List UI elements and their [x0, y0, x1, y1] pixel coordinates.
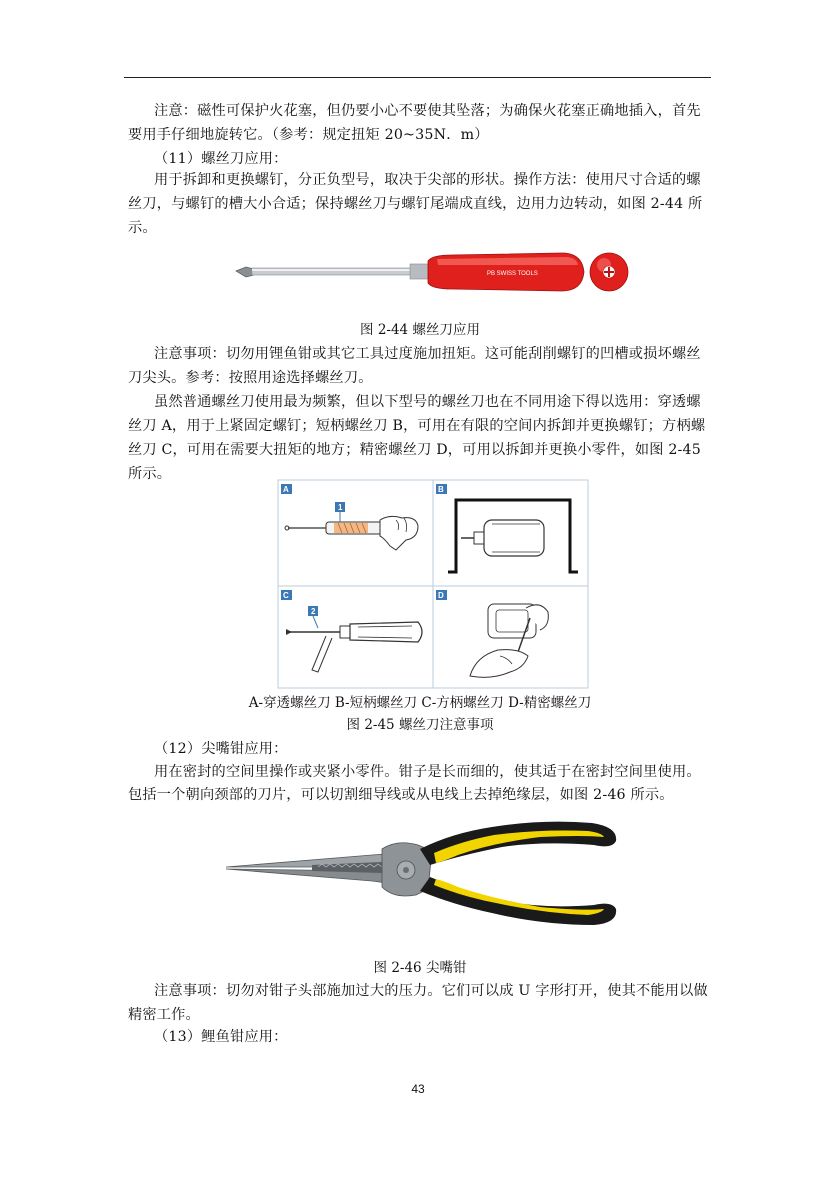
para5-line1: 用在密封的空间里操作或夹紧小零件。钳子是长而细的，使其适于在密封空间里使用。 — [154, 764, 701, 780]
para4-line1: 虽然普通螺丝刀使用最为频繁，但以下型号的螺丝刀也在不同用途下得以选用：穿透螺 — [154, 394, 701, 410]
section-13-heading: （13）鲤鱼钳应用： — [154, 1029, 288, 1045]
figure-2-44-screwdriver — [232, 245, 652, 305]
section-11-heading: （11）螺丝刀应用： — [154, 151, 288, 167]
screwdriver-tip — [236, 267, 254, 277]
page-number: 43 — [411, 1082, 425, 1096]
figure-2-45-caption: 图 2-45 螺丝刀注意事项 — [346, 717, 494, 733]
figure-2-45-panels — [278, 480, 588, 688]
para2-line1: 用于拆卸和更换螺钉，分正负型号，取决于尖部的形状。操作方法：使用尺寸合适的螺 — [154, 172, 701, 188]
para5-line2: 包括一个朝向颈部的刀片，可以切割细导线或从电线上去掉绝缘层，如图 2-46 所示。 — [128, 787, 674, 803]
para1-line1: 注意：磁性可保护火花塞，但仍要小心不要使其坠落；为确保火花塞正确地插入，首先 — [154, 103, 701, 119]
para4-line4: 所示。 — [128, 466, 172, 482]
para6-line2: 精密工作。 — [128, 1007, 200, 1023]
panel-d-tag: D — [438, 591, 444, 600]
panel-b-tag: B — [438, 485, 444, 494]
header-rule — [124, 77, 711, 78]
callout-2: 2 — [311, 607, 316, 616]
screwdriver-brand: PB SWISS TOOLS — [487, 271, 538, 277]
para2-line2: 丝刀，与螺钉的槽大小合适；保持螺丝刀与螺钉尾端成直线，边用力边转动，如图 2-44 所 — [128, 196, 703, 212]
para6-line1: 注意事项：切勿对钳子头部施加过大的压力。它们可以成 U 字形打开，使其不能用以做 — [154, 983, 708, 999]
para3-line2: 刀尖头。参考：按照用途选择螺丝刀。 — [128, 370, 373, 386]
figure-2-45-legend: A-穿透螺丝刀 B-短柄螺丝刀 C-方柄螺丝刀 D-精密螺丝刀 — [248, 695, 592, 711]
para1-line2: 要用手仔细地旋转它。（参考：规定扭矩 20~35N．m） — [128, 127, 489, 143]
para2-line3: 示。 — [128, 220, 157, 236]
panel-a-tag: A — [283, 485, 289, 494]
section-12-heading: （12）尖嘴钳应用： — [154, 741, 288, 757]
para3-line1: 注意事项：切勿用锂鱼钳或其它工具过度施加扭矩。这可能刮削螺钉的凹槽或损坏螺丝 — [154, 346, 701, 362]
panel-c-tag: C — [283, 591, 289, 600]
para4-line2: 丝刀 A，用于上紧固定螺钉；短柄螺丝刀 B，可用在有限的空间内拆卸并更换螺钉；方柄螺 — [128, 418, 706, 434]
screwdriver-ferrule — [410, 264, 428, 279]
figure-2-46-pliers — [222, 815, 622, 935]
figure-2-46-caption: 图 2-46 尖嘴钳 — [373, 960, 467, 976]
callout-1: 1 — [338, 503, 343, 512]
para4-line3: 丝刀 C，可用在需要大扭矩的地方；精密螺丝刀 D，可用以拆卸并更换小零件，如图 2-45 — [128, 442, 701, 458]
figure-2-44-caption: 图 2-44 螺丝刀应用 — [360, 322, 480, 338]
